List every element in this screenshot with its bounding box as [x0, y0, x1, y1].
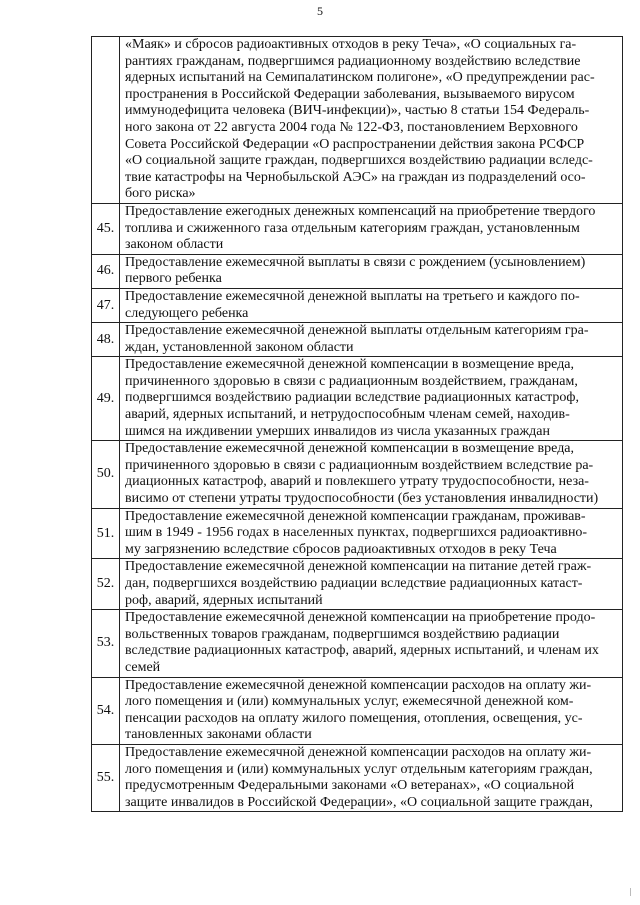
service-description: [120, 441, 623, 508]
description-line: Предоставление ежемесячной денежной компенсации на приобретение продо-: [125, 610, 596, 626]
service-description: [120, 37, 623, 204]
description-line: Предоставление ежемесячной денежной компенсации гражданам, проживав-: [125, 508, 586, 524]
description-line: топлива и сжиженного газа отдельным категориям граждан, установленным: [125, 220, 580, 236]
description-line: Совета Российской Федерации «О распространении действия закона РСФСР: [125, 136, 585, 152]
description-line: бого риска»: [125, 186, 196, 202]
description-line: причиненного здоровью в связи с радиационным воздействием, гражданам,: [125, 373, 578, 389]
row-number: 54.: [92, 677, 120, 744]
row-number: 52.: [92, 559, 120, 610]
table-row: [92, 203, 623, 254]
service-description: [120, 357, 623, 441]
description-line: дан, подвергшихся воздействию радиации вследствие радиационных катаст-: [125, 576, 583, 591]
description-line: диационных катастроф, аварий и повлекшего утрату трудоспособности, неза-: [125, 474, 589, 490]
row-number: 55.: [92, 744, 120, 811]
description-line: тановленных законами области: [125, 727, 312, 743]
service-description: [120, 610, 623, 677]
description-line: роф, аварий, ядерных испытаний: [125, 592, 323, 608]
service-description: [120, 254, 623, 288]
row-number: 50.: [92, 441, 120, 508]
table-row: [92, 254, 623, 288]
table-row: [92, 677, 623, 744]
table-row: [92, 508, 623, 559]
description-line: пространения в Российской Федерации заболевания, вызываемого вирусом: [125, 86, 575, 102]
description-line: му загрязнению вследствие сбросов радиоактивных отходов в реку Теча: [125, 541, 557, 557]
description-line: следующего ребенка: [125, 305, 249, 321]
description-line: первого ребенка: [125, 271, 222, 287]
description-line: висимо от степени утраты трудоспособности (без установления инвалидности): [125, 491, 599, 507]
table-row: [92, 357, 623, 441]
description-line: иммунодефицита человека (ВИЧ-инфекции)», частью 8 статьи 154 Федераль-: [125, 103, 590, 119]
service-description: [120, 559, 623, 610]
description-line: предусмотренным Федеральными законами «О ветеранах», «О социальной: [125, 778, 575, 794]
service-description: [120, 508, 623, 559]
description-line: Предоставление ежемесячной денежной компенсации на питание детей граж-: [125, 559, 592, 575]
service-description: [120, 288, 623, 322]
table-row: [92, 610, 623, 677]
row-number: 49.: [92, 357, 120, 441]
row-number: 51.: [92, 508, 120, 559]
description-line: «Маяк» и сбросов радиоактивных отходов в реку Теча», «О социальных га-: [125, 37, 577, 52]
row-number: 53.: [92, 610, 120, 677]
table-row: [92, 559, 623, 610]
description-line: Предоставление ежемесячной денежной компенсации в возмещение вреда,: [125, 357, 575, 373]
description-line: ного закона от 22 августа 2004 года № 122-ФЗ, постановлением Верховного: [125, 119, 578, 135]
description-line: Предоставление ежемесячной денежной компенсации в возмещение вреда,: [125, 441, 575, 457]
service-description: [120, 203, 623, 254]
description-line: «О социальной защите граждан, подвергшихся воздействию радиации вследс-: [125, 153, 593, 169]
description-line: Предоставление ежемесячной денежной компенсации расходов на оплату жи-: [125, 744, 592, 760]
service-description: [120, 677, 623, 744]
description-line: Предоставление ежемесячной денежной выплаты отдельным категориям гра-: [125, 323, 589, 339]
description-line: шим в 1949 - 1956 годах в населенных пунктах, подвергшихся радиоактивно-: [125, 525, 588, 541]
description-line: лого помещения и (или) коммунальных услуг отдельным категориям граждан,: [125, 761, 593, 777]
table-row: [92, 323, 623, 357]
description-line: защите инвалидов в Российской Федерации», «О социальной защите граждан,: [125, 794, 593, 810]
row-number: 45.: [92, 203, 120, 254]
service-description: [120, 323, 623, 357]
description-line: законом области: [125, 237, 224, 253]
row-number: 47.: [92, 288, 120, 322]
description-line: ядерных испытаний на Семипалатинском полигоне», «О предупреждении рас-: [125, 70, 595, 86]
description-line: твие катастрофы на Чернобыльской АЭС» на граждан из подразделений осо-: [125, 169, 586, 185]
service-description: [120, 744, 623, 811]
table-row: [92, 37, 623, 204]
description-line: Предоставление ежемесячной выплаты в связи с рождением (усыновлением): [125, 254, 586, 270]
description-line: подвергшимся воздействию радиации вследствие радиационных катастроф,: [125, 390, 579, 406]
description-line: Предоставление ежегодных денежных компенсаций на приобретение твердого: [125, 203, 596, 219]
description-line: лого помещения и (или) коммунальных услуг, ежемесячной денежной ком-: [125, 694, 574, 710]
description-line: Предоставление ежемесячной денежной выплаты на третьего и каждого по-: [125, 288, 580, 304]
table-row: [92, 288, 623, 322]
description-line: шимся на иждивении умерших инвалидов из числа указанных граждан: [125, 423, 550, 439]
row-number: 48.: [92, 323, 120, 357]
description-line: ждан, установленной законом области: [125, 339, 354, 355]
table-row: [92, 441, 623, 508]
scan-artifact-mark: [630, 888, 631, 896]
description-line: вследствие радиационных катастроф, аварий, ядерных испытаний, и членам их: [125, 643, 599, 659]
services-table-body: [92, 37, 623, 812]
page-number: 5: [317, 4, 323, 18]
description-line: аварий, ядерных испытаний, и нетрудоспособным членам семей, находив-: [125, 407, 570, 423]
description-line: Предоставление ежемесячной денежной компенсации расходов на оплату жи-: [125, 677, 592, 693]
row-number: [92, 37, 120, 204]
description-line: рантиях гражданам, подвергшимся радиационному воздействию вследствие: [125, 53, 581, 69]
table-row: [92, 744, 623, 811]
description-line: семей: [125, 659, 161, 675]
description-line: причиненного здоровью в связи с радиационным воздействием вследствие ра-: [125, 457, 594, 473]
row-number: 46.: [92, 254, 120, 288]
description-line: пенсации расходов на оплату жилого помещения, отопления, освещения, ус-: [125, 710, 583, 726]
description-line: вольственных товаров гражданам, подвергшимся воздействию радиации: [125, 626, 560, 642]
services-table: [91, 36, 623, 812]
